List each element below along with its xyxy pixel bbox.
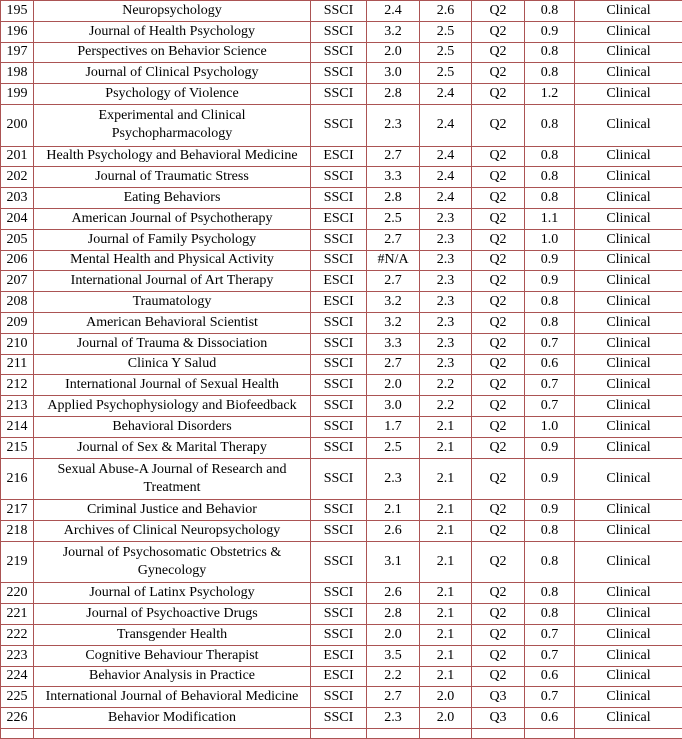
cell-category[interactable]: Clinical — [575, 271, 682, 292]
cell-metric-2[interactable]: 2.5 — [420, 21, 472, 42]
cell-row-number[interactable]: 205 — [1, 229, 34, 250]
cell-row-number[interactable]: 203 — [1, 188, 34, 209]
cell-index-type[interactable]: ESCI — [311, 146, 367, 167]
cell-metric-2[interactable]: 2.1 — [420, 666, 472, 687]
cell-index-type[interactable]: SSCI — [311, 458, 367, 500]
cell-index-type[interactable]: SSCI — [311, 1, 367, 22]
cell-journal-name[interactable]: Experimental and Clinical Psychopharmacology — [34, 104, 311, 146]
cell-journal-name[interactable]: Perspectives on Behavior Science — [34, 42, 311, 63]
cell-metric-3[interactable]: 0.7 — [525, 396, 575, 417]
cell-metric-2[interactable]: 2.4 — [420, 146, 472, 167]
cell-metric-3[interactable]: 0.6 — [525, 354, 575, 375]
cell-row-number[interactable]: 224 — [1, 666, 34, 687]
cell-row-number[interactable]: 226 — [1, 708, 34, 729]
cell-journal-name[interactable]: Clinica Y Salud — [34, 354, 311, 375]
table-row — [1, 63, 682, 84]
table-row — [1, 42, 682, 63]
cell-index-type[interactable]: SSCI — [311, 520, 367, 541]
cell-metric-2[interactable]: 2.4 — [420, 167, 472, 188]
cell-journal-name[interactable]: Transgender Health — [34, 624, 311, 645]
cell-metric-2[interactable]: 2.3 — [420, 333, 472, 354]
cell-metric-2[interactable]: 2.3 — [420, 271, 472, 292]
cell-metric-3[interactable]: 0.8 — [525, 520, 575, 541]
table-row — [1, 146, 682, 167]
cell-index-type[interactable]: SSCI — [311, 312, 367, 333]
cell-quartile[interactable]: Q2 — [472, 458, 525, 500]
cell-category[interactable]: Clinical — [575, 666, 682, 687]
cell-index-type[interactable]: SSCI — [311, 354, 367, 375]
cell-row-number[interactable]: 222 — [1, 624, 34, 645]
cell-quartile[interactable]: Q2 — [472, 312, 525, 333]
cell-quartile[interactable]: Q2 — [472, 229, 525, 250]
journal-table-body — [1, 1, 682, 739]
cell-metric-2[interactable]: 2.0 — [420, 708, 472, 729]
table-row — [1, 396, 682, 417]
cell-metric-2[interactable]: 2.3 — [420, 292, 472, 313]
table-row — [1, 292, 682, 313]
table-row — [1, 666, 682, 687]
cell-journal-name[interactable]: Archives of Clinical Neuropsychology — [34, 520, 311, 541]
table-row — [1, 541, 682, 583]
cell-category[interactable]: Clinical — [575, 458, 682, 500]
cell-quartile[interactable]: Q2 — [472, 396, 525, 417]
cell-metric-3[interactable]: 0.9 — [525, 250, 575, 271]
cell-metric-3[interactable]: 0.8 — [525, 312, 575, 333]
cell-category[interactable]: Clinical — [575, 604, 682, 625]
table-row — [1, 354, 682, 375]
cell-row-number[interactable]: 204 — [1, 208, 34, 229]
cell-metric-1[interactable]: 2.7 — [367, 229, 420, 250]
cell-metric-1[interactable]: 2.7 — [367, 354, 420, 375]
cell-row-number[interactable]: 195 — [1, 1, 34, 22]
cell-journal-name[interactable]: Applied Psychophysiology and Biofeedback — [34, 396, 311, 417]
cell-metric-1[interactable]: 3.5 — [367, 645, 420, 666]
cell-index-type[interactable]: SSCI — [311, 604, 367, 625]
table-row — [1, 458, 682, 500]
table-row — [1, 312, 682, 333]
cell-quartile[interactable]: Q2 — [472, 500, 525, 521]
cell-metric-1[interactable]: 3.1 — [367, 541, 420, 583]
cell-metric-2[interactable]: 2.6 — [420, 1, 472, 22]
table-row — [1, 624, 682, 645]
cell-row-number[interactable]: 208 — [1, 292, 34, 313]
cell-category[interactable]: Clinical — [575, 167, 682, 188]
table-row — [1, 271, 682, 292]
cell-index-type[interactable]: SSCI — [311, 583, 367, 604]
cell-quartile[interactable]: Q2 — [472, 42, 525, 63]
cell-row-number[interactable]: 221 — [1, 604, 34, 625]
cell-metric-2[interactable]: 2.2 — [420, 375, 472, 396]
table-row — [1, 583, 682, 604]
cell-category[interactable]: Clinical — [575, 292, 682, 313]
cell-metric-3[interactable]: 0.7 — [525, 687, 575, 708]
cell-metric-3[interactable]: 0.7 — [525, 645, 575, 666]
cell-journal-name[interactable]: Journal of Clinical Psychology — [34, 63, 311, 84]
cell-metric-1[interactable]: 2.7 — [367, 146, 420, 167]
cell-metric-1[interactable]: 3.2 — [367, 292, 420, 313]
cell-row-number[interactable]: 214 — [1, 416, 34, 437]
cell-metric-2[interactable]: 2.3 — [420, 229, 472, 250]
cell-quartile[interactable]: Q2 — [472, 354, 525, 375]
cell-index-type[interactable]: SSCI — [311, 687, 367, 708]
cell-category[interactable]: Clinical — [575, 188, 682, 209]
cell-metric-2[interactable]: 2.1 — [420, 604, 472, 625]
cell-journal-name[interactable]: Criminal Justice and Behavior — [34, 500, 311, 521]
cell-category[interactable]: Clinical — [575, 42, 682, 63]
cell-category[interactable]: Clinical — [575, 520, 682, 541]
cell-row-number[interactable]: 200 — [1, 104, 34, 146]
cell-empty — [472, 728, 525, 738]
cell-metric-1[interactable]: 2.0 — [367, 42, 420, 63]
cell-index-type[interactable]: SSCI — [311, 500, 367, 521]
cell-quartile[interactable]: Q2 — [472, 1, 525, 22]
cell-row-number[interactable]: 199 — [1, 84, 34, 105]
cell-metric-3[interactable]: 0.8 — [525, 292, 575, 313]
cell-journal-name[interactable]: Behavioral Disorders — [34, 416, 311, 437]
cell-empty — [311, 728, 367, 738]
cell-metric-1[interactable]: 2.5 — [367, 208, 420, 229]
cell-row-number[interactable]: 223 — [1, 645, 34, 666]
cell-category[interactable]: Clinical — [575, 229, 682, 250]
cell-category[interactable]: Clinical — [575, 146, 682, 167]
cell-category[interactable]: Clinical — [575, 250, 682, 271]
cell-metric-1[interactable]: 1.7 — [367, 416, 420, 437]
cell-quartile[interactable]: Q2 — [472, 604, 525, 625]
cell-row-number[interactable]: 202 — [1, 167, 34, 188]
cell-row-number[interactable]: 212 — [1, 375, 34, 396]
cell-empty — [34, 728, 311, 738]
cell-metric-3[interactable]: 0.9 — [525, 458, 575, 500]
cell-metric-1[interactable]: 2.0 — [367, 624, 420, 645]
table-row — [1, 188, 682, 209]
cell-metric-3[interactable]: 0.8 — [525, 541, 575, 583]
cell-metric-3[interactable]: 0.8 — [525, 63, 575, 84]
cell-row-number[interactable]: 198 — [1, 63, 34, 84]
cell-journal-name[interactable]: Psychology of Violence — [34, 84, 311, 105]
cell-metric-2[interactable]: 2.3 — [420, 250, 472, 271]
cell-category[interactable]: Clinical — [575, 624, 682, 645]
table-row — [1, 645, 682, 666]
cell-metric-3[interactable]: 0.8 — [525, 146, 575, 167]
table-row — [1, 708, 682, 729]
cell-index-type[interactable]: ESCI — [311, 208, 367, 229]
cell-metric-3[interactable]: 0.9 — [525, 500, 575, 521]
cell-journal-name[interactable]: Traumatology — [34, 292, 311, 313]
table-row — [1, 84, 682, 105]
cell-metric-1[interactable]: 2.0 — [367, 375, 420, 396]
cell-category[interactable]: Clinical — [575, 416, 682, 437]
cell-index-type[interactable]: SSCI — [311, 437, 367, 458]
table-row — [1, 375, 682, 396]
cell-category[interactable]: Clinical — [575, 354, 682, 375]
cell-index-type[interactable]: SSCI — [311, 63, 367, 84]
cell-journal-name[interactable]: Journal of Psychoactive Drugs — [34, 604, 311, 625]
cell-category[interactable]: Clinical — [575, 375, 682, 396]
cell-metric-2[interactable]: 2.3 — [420, 354, 472, 375]
cell-journal-name[interactable]: Journal of Sex & Marital Therapy — [34, 437, 311, 458]
cell-index-type[interactable]: SSCI — [311, 188, 367, 209]
cell-index-type[interactable]: SSCI — [311, 333, 367, 354]
cell-index-type[interactable]: SSCI — [311, 104, 367, 146]
cell-index-type[interactable]: ESCI — [311, 292, 367, 313]
table-row — [1, 167, 682, 188]
cell-metric-1[interactable]: 2.7 — [367, 687, 420, 708]
cell-quartile[interactable]: Q2 — [472, 271, 525, 292]
cell-category[interactable]: Clinical — [575, 437, 682, 458]
cell-row-number[interactable]: 196 — [1, 21, 34, 42]
cell-row-number[interactable]: 220 — [1, 583, 34, 604]
cell-empty — [420, 728, 472, 738]
cell-metric-3[interactable]: 0.8 — [525, 167, 575, 188]
cell-category[interactable]: Clinical — [575, 333, 682, 354]
cell-row-number[interactable]: 197 — [1, 42, 34, 63]
cell-quartile[interactable]: Q2 — [472, 416, 525, 437]
cell-quartile[interactable]: Q2 — [472, 84, 525, 105]
cell-category[interactable]: Clinical — [575, 583, 682, 604]
cell-journal-name[interactable]: Mental Health and Physical Activity — [34, 250, 311, 271]
cell-metric-1[interactable]: 3.3 — [367, 167, 420, 188]
cell-row-number[interactable]: 219 — [1, 541, 34, 583]
cell-metric-1[interactable]: 2.5 — [367, 437, 420, 458]
cell-metric-1[interactable]: 3.0 — [367, 396, 420, 417]
cell-metric-2[interactable]: 2.2 — [420, 396, 472, 417]
cell-metric-2[interactable]: 2.1 — [420, 437, 472, 458]
cell-index-type[interactable]: SSCI — [311, 416, 367, 437]
cell-metric-3[interactable]: 0.6 — [525, 708, 575, 729]
cell-category[interactable]: Clinical — [575, 708, 682, 729]
cell-index-type[interactable]: ESCI — [311, 645, 367, 666]
cell-index-type[interactable]: ESCI — [311, 271, 367, 292]
cell-metric-3[interactable]: 0.9 — [525, 271, 575, 292]
cell-category[interactable]: Clinical — [575, 208, 682, 229]
cell-index-type[interactable]: SSCI — [311, 21, 367, 42]
cell-empty — [575, 728, 682, 738]
cell-category[interactable]: Clinical — [575, 312, 682, 333]
cell-metric-1[interactable]: 3.0 — [367, 63, 420, 84]
cell-metric-3[interactable]: 1.1 — [525, 208, 575, 229]
cell-index-type[interactable]: SSCI — [311, 396, 367, 417]
cell-quartile[interactable]: Q2 — [472, 292, 525, 313]
table-row — [1, 1, 682, 22]
cell-journal-name[interactable]: Journal of Traumatic Stress — [34, 167, 311, 188]
cell-journal-name[interactable]: American Journal of Psychotherapy — [34, 208, 311, 229]
cell-category[interactable]: Clinical — [575, 687, 682, 708]
cell-metric-3[interactable]: 0.8 — [525, 604, 575, 625]
cell-metric-3[interactable]: 0.7 — [525, 333, 575, 354]
cell-quartile[interactable]: Q2 — [472, 104, 525, 146]
cell-metric-3[interactable]: 1.0 — [525, 229, 575, 250]
table-row — [1, 500, 682, 521]
cell-metric-1[interactable]: 3.2 — [367, 312, 420, 333]
cell-category[interactable]: Clinical — [575, 63, 682, 84]
cell-row-number[interactable]: 217 — [1, 500, 34, 521]
cell-journal-name[interactable]: Journal of Family Psychology — [34, 229, 311, 250]
cell-index-type[interactable]: SSCI — [311, 624, 367, 645]
cell-metric-2[interactable]: 2.0 — [420, 687, 472, 708]
cell-metric-1[interactable]: 2.4 — [367, 1, 420, 22]
table-row — [1, 333, 682, 354]
cell-category[interactable]: Clinical — [575, 104, 682, 146]
cell-metric-3[interactable]: 0.8 — [525, 583, 575, 604]
cell-row-number[interactable]: 210 — [1, 333, 34, 354]
cell-journal-name[interactable]: Journal of Health Psychology — [34, 21, 311, 42]
cell-metric-1[interactable]: #N/A — [367, 250, 420, 271]
cell-journal-name[interactable]: Journal of Latinx Psychology — [34, 583, 311, 604]
cell-journal-name[interactable]: International Journal of Sexual Health — [34, 375, 311, 396]
cell-row-number[interactable]: 206 — [1, 250, 34, 271]
cell-quartile[interactable]: Q2 — [472, 250, 525, 271]
table-row — [1, 104, 682, 146]
cell-empty — [1, 728, 34, 738]
table-row — [1, 21, 682, 42]
table-row — [1, 208, 682, 229]
cell-journal-name[interactable]: Journal of Psychosomatic Obstetrics & Gynecology — [34, 541, 311, 583]
cell-category[interactable]: Clinical — [575, 1, 682, 22]
cell-quartile[interactable]: Q2 — [472, 146, 525, 167]
cell-metric-2[interactable]: 2.3 — [420, 312, 472, 333]
cell-metric-1[interactable]: 2.1 — [367, 500, 420, 521]
cell-metric-2[interactable]: 2.3 — [420, 208, 472, 229]
cell-index-type[interactable]: SSCI — [311, 229, 367, 250]
cell-quartile[interactable]: Q2 — [472, 437, 525, 458]
table-row — [1, 229, 682, 250]
cell-metric-1[interactable]: 3.3 — [367, 333, 420, 354]
cell-metric-1[interactable]: 2.8 — [367, 84, 420, 105]
partial-next-row — [1, 728, 682, 738]
cell-row-number[interactable]: 216 — [1, 458, 34, 500]
cell-quartile[interactable]: Q2 — [472, 666, 525, 687]
cell-index-type[interactable]: SSCI — [311, 167, 367, 188]
cell-journal-name[interactable]: American Behavioral Scientist — [34, 312, 311, 333]
cell-metric-2[interactable]: 2.4 — [420, 188, 472, 209]
cell-metric-2[interactable]: 2.5 — [420, 63, 472, 84]
cell-category[interactable]: Clinical — [575, 500, 682, 521]
cell-quartile[interactable]: Q2 — [472, 375, 525, 396]
cell-metric-3[interactable]: 0.9 — [525, 437, 575, 458]
cell-category[interactable]: Clinical — [575, 645, 682, 666]
cell-journal-name[interactable]: International Journal of Behavioral Medicine — [34, 687, 311, 708]
cell-metric-3[interactable]: 0.7 — [525, 375, 575, 396]
cell-row-number[interactable]: 225 — [1, 687, 34, 708]
cell-row-number[interactable]: 218 — [1, 520, 34, 541]
cell-empty — [367, 728, 420, 738]
cell-category[interactable]: Clinical — [575, 396, 682, 417]
cell-journal-name[interactable]: Neuropsychology — [34, 1, 311, 22]
cell-empty — [525, 728, 575, 738]
cell-metric-2[interactable]: 2.1 — [420, 520, 472, 541]
cell-journal-name[interactable]: Journal of Trauma & Dissociation — [34, 333, 311, 354]
cell-quartile[interactable]: Q3 — [472, 687, 525, 708]
cell-journal-name[interactable]: Health Psychology and Behavioral Medicine — [34, 146, 311, 167]
cell-journal-name[interactable]: Cognitive Behaviour Therapist — [34, 645, 311, 666]
cell-journal-name[interactable]: Sexual Abuse-A Journal of Research and Treatment — [34, 458, 311, 500]
cell-metric-1[interactable]: 2.3 — [367, 104, 420, 146]
cell-row-number[interactable]: 209 — [1, 312, 34, 333]
cell-quartile[interactable]: Q2 — [472, 167, 525, 188]
cell-quartile[interactable]: Q2 — [472, 208, 525, 229]
cell-quartile[interactable]: Q2 — [472, 333, 525, 354]
table-row — [1, 604, 682, 625]
cell-quartile[interactable]: Q2 — [472, 21, 525, 42]
cell-category[interactable]: Clinical — [575, 21, 682, 42]
cell-quartile[interactable]: Q2 — [472, 583, 525, 604]
cell-metric-2[interactable]: 2.5 — [420, 42, 472, 63]
cell-metric-2[interactable]: 2.4 — [420, 104, 472, 146]
cell-row-number[interactable]: 207 — [1, 271, 34, 292]
cell-metric-1[interactable]: 2.6 — [367, 520, 420, 541]
cell-quartile[interactable]: Q2 — [472, 520, 525, 541]
table-row — [1, 687, 682, 708]
cell-journal-name[interactable]: Behavior Analysis in Practice — [34, 666, 311, 687]
cell-metric-3[interactable]: 0.6 — [525, 666, 575, 687]
cell-metric-1[interactable]: 2.8 — [367, 188, 420, 209]
cell-index-type[interactable]: SSCI — [311, 708, 367, 729]
cell-metric-2[interactable]: 2.1 — [420, 583, 472, 604]
cell-journal-name[interactable]: Eating Behaviors — [34, 188, 311, 209]
cell-row-number[interactable]: 211 — [1, 354, 34, 375]
cell-metric-1[interactable]: 2.3 — [367, 458, 420, 500]
cell-journal-name[interactable]: International Journal of Art Therapy — [34, 271, 311, 292]
cell-metric-3[interactable]: 0.7 — [525, 624, 575, 645]
cell-quartile[interactable]: Q2 — [472, 188, 525, 209]
cell-metric-2[interactable]: 2.1 — [420, 624, 472, 645]
table-row — [1, 437, 682, 458]
table-row — [1, 416, 682, 437]
cell-metric-1[interactable]: 2.3 — [367, 708, 420, 729]
cell-metric-2[interactable]: 2.4 — [420, 84, 472, 105]
cell-row-number[interactable]: 215 — [1, 437, 34, 458]
cell-quartile[interactable]: Q2 — [472, 624, 525, 645]
cell-metric-1[interactable]: 2.7 — [367, 271, 420, 292]
cell-index-type[interactable]: SSCI — [311, 84, 367, 105]
cell-index-type[interactable]: SSCI — [311, 541, 367, 583]
cell-metric-1[interactable]: 2.2 — [367, 666, 420, 687]
cell-row-number[interactable]: 213 — [1, 396, 34, 417]
cell-quartile[interactable]: Q2 — [472, 541, 525, 583]
cell-index-type[interactable]: SSCI — [311, 42, 367, 63]
cell-index-type[interactable]: SSCI — [311, 250, 367, 271]
cell-metric-3[interactable]: 0.8 — [525, 188, 575, 209]
cell-metric-1[interactable]: 3.2 — [367, 21, 420, 42]
cell-quartile[interactable]: Q2 — [472, 645, 525, 666]
cell-metric-3[interactable]: 0.8 — [525, 1, 575, 22]
cell-index-type[interactable]: ESCI — [311, 666, 367, 687]
cell-metric-3[interactable]: 0.8 — [525, 104, 575, 146]
table-row — [1, 520, 682, 541]
cell-metric-1[interactable]: 2.8 — [367, 604, 420, 625]
cell-metric-2[interactable]: 2.1 — [420, 645, 472, 666]
cell-metric-2[interactable]: 2.1 — [420, 541, 472, 583]
cell-metric-3[interactable]: 0.8 — [525, 42, 575, 63]
cell-journal-name[interactable]: Behavior Modification — [34, 708, 311, 729]
cell-category[interactable]: Clinical — [575, 541, 682, 583]
cell-metric-2[interactable]: 2.1 — [420, 500, 472, 521]
cell-metric-2[interactable]: 2.1 — [420, 416, 472, 437]
cell-category[interactable]: Clinical — [575, 84, 682, 105]
table-row — [1, 250, 682, 271]
cell-metric-3[interactable]: 0.9 — [525, 21, 575, 42]
cell-metric-3[interactable]: 1.0 — [525, 416, 575, 437]
cell-quartile[interactable]: Q3 — [472, 708, 525, 729]
cell-quartile[interactable]: Q2 — [472, 63, 525, 84]
cell-metric-3[interactable]: 1.2 — [525, 84, 575, 105]
cell-row-number[interactable]: 201 — [1, 146, 34, 167]
cell-metric-1[interactable]: 2.6 — [367, 583, 420, 604]
cell-metric-2[interactable]: 2.1 — [420, 458, 472, 500]
cell-index-type[interactable]: SSCI — [311, 375, 367, 396]
